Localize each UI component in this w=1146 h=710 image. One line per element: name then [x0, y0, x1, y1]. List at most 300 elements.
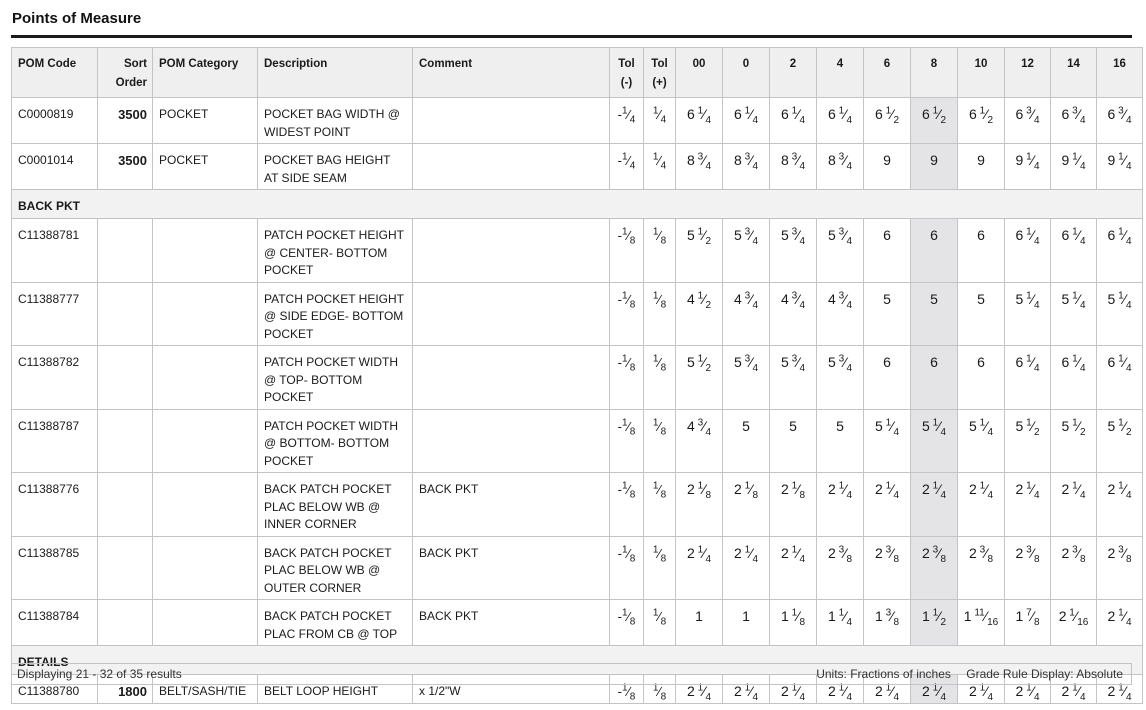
size-value: 6 $^1⁄_4$: [1107, 226, 1132, 247]
tol-minus-value: $-^1⁄_8$: [617, 682, 636, 703]
size-value-cell: [864, 473, 911, 537]
size-value-cell: [864, 282, 911, 346]
col-header-description[interactable]: Description: [258, 48, 413, 98]
size-value-cell: [1051, 282, 1097, 346]
size-value-cell: [864, 600, 911, 646]
col-header-size[interactable]: 12: [1005, 48, 1051, 98]
size-value: 5: [977, 290, 985, 307]
comment-cell: [413, 219, 610, 283]
pom-category-cell: [153, 409, 258, 473]
size-value: 4 $^3⁄_4$: [733, 289, 759, 311]
size-value: 2 $^1⁄_4$: [780, 682, 806, 703]
size-value: 2 $^1⁄_4$: [968, 480, 994, 501]
size-value: 2 $^1⁄_4$: [827, 682, 853, 703]
size-value: 8 $^3⁄_4$: [780, 151, 806, 172]
comment-cell: [413, 144, 610, 190]
pom-code-cell: C11388776: [12, 473, 98, 537]
col-header-size[interactable]: 14: [1051, 48, 1097, 98]
size-value-cell: [911, 144, 958, 190]
col-header-comment[interactable]: Comment: [413, 48, 610, 98]
size-value-cell: [1051, 600, 1097, 646]
size-value-cell: [817, 409, 864, 473]
size-value-cell: [1097, 600, 1143, 646]
tol-minus-cell: [610, 409, 644, 473]
table-row[interactable]: [12, 409, 1143, 473]
size-value: 2 $^3⁄_8$: [968, 543, 994, 565]
section-label: BACK PKT: [12, 190, 1143, 219]
tol-minus-value: $-^1⁄_8$: [617, 417, 636, 438]
size-value: 5 $^3⁄_4$: [827, 226, 853, 247]
size-value: 9: [883, 152, 891, 168]
size-value-cell: [676, 219, 723, 283]
tol-minus-cell: [610, 219, 644, 283]
col-header-size[interactable]: 00: [676, 48, 723, 98]
table-row[interactable]: [12, 346, 1143, 410]
comment-cell: [413, 409, 610, 473]
tol-minus-cell: [610, 144, 644, 190]
size-value: 1: [742, 608, 750, 624]
size-value: 1 $^1⁄_8$: [780, 607, 806, 628]
pom-code-cell: C11388780: [12, 675, 98, 704]
size-value-cell: [958, 346, 1005, 410]
size-value-cell: [676, 536, 723, 600]
size-value-cell: [864, 219, 911, 283]
size-value: 2 $^3⁄_8$: [921, 543, 947, 565]
size-value-cell: [1097, 144, 1143, 190]
size-value: 5 $^1⁄_4$: [874, 416, 900, 438]
size-value: 2 $^1⁄_4$: [827, 480, 853, 501]
description-cell: PATCH POCKET HEIGHT @ CENTER- BOTTOM POCKET: [258, 219, 413, 283]
size-value-cell: [770, 409, 817, 473]
tol-minus-cell: [610, 98, 644, 144]
pom-code-cell: C11388777: [12, 282, 98, 346]
size-value: 5: [930, 290, 938, 307]
size-value: 5 $^3⁄_4$: [733, 226, 759, 247]
size-value-cell: [1097, 98, 1143, 144]
col-header-sort-order[interactable]: Sort Order: [98, 48, 153, 98]
size-value: 6: [883, 354, 891, 370]
size-value: 2 $^1⁄_4$: [1061, 682, 1086, 703]
size-value: 2 $^1⁄_8$: [686, 480, 712, 501]
col-header-tol-minus[interactable]: Tol (-): [610, 48, 644, 98]
pom-table: [11, 47, 1143, 704]
sort-order-cell: [98, 409, 153, 473]
size-value: 2 $^3⁄_8$: [874, 543, 900, 565]
tol-plus-cell: [644, 144, 676, 190]
size-value: 5: [789, 417, 797, 434]
size-value-cell: [723, 346, 770, 410]
size-value: 4 $^3⁄_4$: [686, 416, 712, 438]
size-value: 8 $^3⁄_4$: [733, 151, 759, 172]
tol-plus-cell: [644, 600, 676, 646]
size-value-cell: [911, 409, 958, 473]
size-value-cell: [817, 98, 864, 144]
size-value: 1: [695, 608, 703, 624]
comment-cell: [413, 98, 610, 144]
tol-minus-cell: [610, 536, 644, 600]
table-header-row: [12, 48, 1143, 98]
size-value-cell: [1051, 219, 1097, 283]
tol-minus-value: $-^1⁄_8$: [617, 480, 636, 501]
sort-order-cell: [98, 600, 153, 646]
size-value-cell: [676, 600, 723, 646]
tol-minus-value: $-^1⁄_8$: [617, 544, 636, 565]
page-title: Points of Measure: [12, 10, 142, 27]
tol-minus-cell: [610, 600, 644, 646]
tol-plus-value: $^1⁄_8$: [652, 353, 667, 374]
size-value: 2 $^1⁄_4$: [921, 480, 947, 501]
tol-plus-value: $^1⁄_8$: [652, 544, 667, 565]
tol-plus-cell: [644, 98, 676, 144]
size-value: 6: [883, 227, 891, 243]
tol-plus-value: $^1⁄_8$: [652, 417, 667, 438]
size-value-cell: [676, 144, 723, 190]
size-value-cell: [1051, 473, 1097, 537]
size-value: 5 $^1⁄_2$: [686, 353, 712, 374]
tol-plus-value: $^1⁄_8$: [652, 226, 667, 247]
size-value-cell: [1005, 600, 1051, 646]
size-value: 5 $^1⁄_4$: [1107, 289, 1132, 311]
size-value: 2 $^1⁄_4$: [780, 543, 806, 565]
sort-order-cell: [98, 346, 153, 410]
tol-minus-value: $-^1⁄_8$: [617, 290, 636, 311]
size-value: 5 $^1⁄_4$: [921, 416, 947, 438]
table-row[interactable]: [12, 473, 1143, 537]
size-value: 6 $^1⁄_4$: [1015, 353, 1040, 374]
size-value: 1 $^3⁄_8$: [874, 607, 900, 628]
size-value: 5 $^1⁄_4$: [1015, 289, 1040, 311]
comment-cell: x 1/2"W: [413, 675, 610, 704]
size-value: 5 $^1⁄_2$: [1107, 416, 1132, 438]
size-value-cell: [958, 98, 1005, 144]
size-value: 2 $^3⁄_8$: [1061, 543, 1086, 565]
description-cell: POCKET BAG HEIGHT AT SIDE SEAM: [258, 144, 413, 190]
size-value-cell: [1051, 346, 1097, 410]
size-value-cell: [1051, 144, 1097, 190]
size-value: 2 $^1⁄_4$: [921, 682, 947, 703]
size-value-cell: [817, 219, 864, 283]
size-value-cell: [723, 409, 770, 473]
tol-minus-cell: [610, 282, 644, 346]
pom-category-cell: POCKET: [153, 98, 258, 144]
size-value-cell: [1005, 536, 1051, 600]
footer-settings: [816, 667, 1123, 681]
tol-minus-value: $-^1⁄_8$: [617, 607, 636, 628]
table-row[interactable]: [12, 282, 1143, 346]
units-label: Units: Fractions of inches: [816, 667, 951, 681]
pom-category-cell: [153, 473, 258, 537]
size-value-cell: [911, 600, 958, 646]
tol-minus-cell: [610, 346, 644, 410]
description-cell: BACK PATCH POCKET PLAC FROM CB @ TOP: [258, 600, 413, 646]
tol-plus-cell: [644, 282, 676, 346]
size-value: 9 $^1⁄_4$: [1061, 151, 1086, 172]
pom-code-cell: C11388785: [12, 536, 98, 600]
size-value: 2 $^3⁄_8$: [1015, 543, 1040, 565]
size-value: 2 $^1⁄_4$: [1107, 682, 1132, 703]
grade-rule-label: Grade Rule Display: Absolute: [966, 667, 1123, 681]
size-value: 9 $^1⁄_4$: [1107, 151, 1132, 172]
size-value-cell: [1005, 409, 1051, 473]
pom-code-cell: C11388781: [12, 219, 98, 283]
table-body: [12, 98, 1143, 704]
col-header-size[interactable]: 4: [817, 48, 864, 98]
size-value: 9: [977, 152, 985, 168]
size-value: 2 $^1⁄_8$: [733, 480, 759, 501]
size-value: 6 $^1⁄_4$: [1061, 226, 1086, 247]
size-value-cell: [770, 144, 817, 190]
size-value: 2 $^1⁄_4$: [968, 682, 994, 703]
section-header-row: [12, 190, 1143, 219]
size-value: 4 $^3⁄_4$: [780, 289, 806, 311]
size-value: 4 $^3⁄_4$: [827, 289, 853, 311]
size-value-cell: [958, 473, 1005, 537]
size-value-cell: [1097, 219, 1143, 283]
size-value: 2 $^1⁄_4$: [1107, 480, 1132, 501]
size-value: 5 $^1⁄_2$: [1015, 416, 1040, 438]
table-row[interactable]: [12, 98, 1143, 144]
size-value-cell: [1097, 282, 1143, 346]
tol-plus-cell: [644, 473, 676, 537]
description-cell: POCKET BAG WIDTH @ WIDEST POINT: [258, 98, 413, 144]
size-value-cell: [770, 98, 817, 144]
size-value-cell: [817, 473, 864, 537]
pom-category-cell: [153, 282, 258, 346]
comment-cell: BACK PKT: [413, 600, 610, 646]
col-header-size[interactable]: 16: [1097, 48, 1143, 98]
size-value-cell: [817, 282, 864, 346]
tol-plus-value: $^1⁄_8$: [652, 607, 667, 628]
size-value-cell: [958, 282, 1005, 346]
size-value-cell: [770, 282, 817, 346]
pom-code-cell: C11388787: [12, 409, 98, 473]
size-value-cell: [864, 536, 911, 600]
size-value: 2 $^1⁄_4$: [733, 682, 759, 703]
size-value-cell: [1051, 409, 1097, 473]
comment-cell: BACK PKT: [413, 473, 610, 537]
size-value: 2 $^1⁄_4$: [733, 543, 759, 565]
tol-plus-cell: [644, 409, 676, 473]
col-header-tol-plus[interactable]: Tol (+): [644, 48, 676, 98]
size-value-cell: [864, 409, 911, 473]
size-value: 9: [930, 152, 938, 168]
size-value-cell: [817, 600, 864, 646]
description-cell: PATCH POCKET WIDTH @ TOP- BOTTOM POCKET: [258, 346, 413, 410]
size-value-cell: [1097, 473, 1143, 537]
size-value-cell: [1005, 144, 1051, 190]
sort-order-cell: [98, 282, 153, 346]
size-value: 6 $^1⁄_2$: [921, 105, 947, 126]
col-header-size[interactable]: 8: [911, 48, 958, 98]
sort-order-cell: 1800: [98, 675, 153, 704]
size-value: 4 $^1⁄_2$: [686, 289, 712, 311]
description-cell: BACK PATCH POCKET PLAC BELOW WB @ INNER CORNER: [258, 473, 413, 537]
size-value: 6 $^1⁄_4$: [780, 105, 806, 126]
size-value: 2 $^1⁄_4$: [874, 682, 900, 703]
size-value-cell: [864, 144, 911, 190]
size-value: 1 $^1⁄_2$: [921, 607, 947, 628]
size-value: 6 $^1⁄_4$: [1107, 353, 1132, 374]
col-header-size[interactable]: 6: [864, 48, 911, 98]
size-value: 5 $^1⁄_4$: [1061, 289, 1086, 311]
tol-plus-value: $^1⁄_8$: [652, 480, 667, 501]
table-row[interactable]: [12, 600, 1143, 646]
size-value-cell: [723, 144, 770, 190]
size-value: 2 $^1⁄_4$: [1061, 480, 1086, 501]
col-header-pom-category[interactable]: POM Category: [153, 48, 258, 98]
size-value: 6 $^3⁄_4$: [1015, 105, 1040, 126]
size-value-cell: [676, 98, 723, 144]
size-value: 9 $^1⁄_4$: [1015, 151, 1040, 172]
title-divider: [11, 35, 1132, 38]
size-value-cell: [676, 346, 723, 410]
size-value-cell: [864, 346, 911, 410]
comment-cell: BACK PKT: [413, 536, 610, 600]
description-cell: PATCH POCKET HEIGHT @ SIDE EDGE- BOTTOM POCKET: [258, 282, 413, 346]
size-value: 6 $^1⁄_4$: [686, 105, 712, 126]
size-value: 2 $^1⁄_4$: [1015, 682, 1040, 703]
size-value: 5 $^1⁄_2$: [1061, 416, 1086, 438]
size-value-cell: [1005, 346, 1051, 410]
size-value-cell: [958, 600, 1005, 646]
size-value: 5 $^3⁄_4$: [780, 353, 806, 374]
size-value: 2 $^1⁄_4$: [1015, 480, 1040, 501]
size-value-cell: [1097, 346, 1143, 410]
size-value: 1 $^7⁄_8$: [1015, 607, 1040, 628]
size-value-cell: [1005, 219, 1051, 283]
size-value: 6: [977, 227, 985, 243]
size-value-cell: [1051, 536, 1097, 600]
table-row[interactable]: [12, 219, 1143, 283]
size-value: 2 $^1⁄_8$: [780, 480, 806, 501]
pom-code-cell: C11388784: [12, 600, 98, 646]
description-cell: BELT LOOP HEIGHT: [258, 675, 413, 704]
size-value: 2 $^3⁄_8$: [827, 543, 853, 565]
tol-minus-value: $-^1⁄_4$: [617, 105, 636, 126]
tol-plus-cell: [644, 219, 676, 283]
col-header-pom-code[interactable]: POM Code: [12, 48, 98, 98]
size-value-cell: [723, 473, 770, 537]
size-value: 5 $^1⁄_4$: [968, 416, 994, 438]
size-value: 6 $^1⁄_4$: [1061, 353, 1086, 374]
size-value: 2 $^1⁄_4$: [874, 480, 900, 501]
size-value-cell: [723, 98, 770, 144]
size-value: 5: [742, 417, 750, 434]
size-value: 2 $^1⁄_4$: [686, 682, 712, 703]
size-value-cell: [958, 144, 1005, 190]
size-value: 6 $^3⁄_4$: [1107, 105, 1132, 126]
size-value: 6 $^1⁄_4$: [1015, 226, 1040, 247]
size-value: 5 $^3⁄_4$: [780, 226, 806, 247]
size-value: 1 $^{11}⁄_{16}$: [963, 607, 999, 628]
pom-code-cell: C0001014: [12, 144, 98, 190]
table-row[interactable]: [12, 536, 1143, 600]
description-cell: PATCH POCKET WIDTH @ BOTTOM- BOTTOM POCKET: [258, 409, 413, 473]
size-value-cell: [723, 282, 770, 346]
size-value-cell: [770, 600, 817, 646]
size-value: 2 $^3⁄_8$: [1107, 543, 1132, 565]
size-value: 8 $^3⁄_4$: [827, 151, 853, 172]
size-value-cell: [770, 219, 817, 283]
size-value-cell: [911, 473, 958, 537]
size-value-cell: [864, 98, 911, 144]
tol-plus-value: $^1⁄_8$: [652, 682, 667, 703]
size-value: 2 $^1⁄_4$: [1107, 607, 1132, 628]
size-value-cell: [1005, 98, 1051, 144]
size-value: 6 $^1⁄_2$: [968, 105, 994, 126]
pom-category-cell: [153, 536, 258, 600]
size-value: 6: [930, 227, 938, 243]
comment-cell: [413, 282, 610, 346]
size-value-cell: [958, 219, 1005, 283]
sort-order-cell: 3500: [98, 98, 153, 144]
size-value: 6: [930, 354, 938, 370]
size-value: 6 $^1⁄_4$: [827, 105, 853, 126]
size-value: 6 $^3⁄_4$: [1061, 105, 1086, 126]
sort-order-cell: [98, 536, 153, 600]
size-value-cell: [723, 600, 770, 646]
size-value-cell: [911, 219, 958, 283]
pom-category-cell: [153, 219, 258, 283]
size-value-cell: [676, 282, 723, 346]
size-value: 1 $^1⁄_4$: [827, 607, 853, 628]
pom-code-cell: C11388782: [12, 346, 98, 410]
size-value-cell: [911, 536, 958, 600]
table-footer: [11, 663, 1132, 685]
pom-code-cell: C0000819: [12, 98, 98, 144]
col-header-size[interactable]: 0: [723, 48, 770, 98]
size-value-cell: [1005, 473, 1051, 537]
pom-category-cell: POCKET: [153, 144, 258, 190]
size-value: 5: [836, 417, 844, 434]
size-value-cell: [817, 346, 864, 410]
size-value: 5 $^3⁄_4$: [827, 353, 853, 374]
size-value: 5: [883, 290, 891, 307]
sort-order-cell: [98, 473, 153, 537]
section-label: DETAILS: [12, 646, 1143, 675]
table-row[interactable]: [12, 144, 1143, 190]
tol-minus-value: $-^1⁄_4$: [617, 151, 636, 172]
col-header-size[interactable]: 10: [958, 48, 1005, 98]
size-value-cell: [723, 219, 770, 283]
size-value: 6 $^1⁄_4$: [733, 105, 759, 126]
pom-category-cell: BELT/SASH/TIE: [153, 675, 258, 704]
pom-category-cell: [153, 600, 258, 646]
size-value-cell: [1097, 536, 1143, 600]
size-value-cell: [770, 536, 817, 600]
size-value-cell: [817, 144, 864, 190]
col-header-size[interactable]: 2: [770, 48, 817, 98]
size-value: 6 $^1⁄_2$: [874, 105, 900, 126]
sort-order-cell: [98, 219, 153, 283]
tol-plus-value: $^1⁄_4$: [652, 105, 667, 126]
tol-plus-value: $^1⁄_8$: [652, 290, 667, 311]
size-value-cell: [911, 346, 958, 410]
sort-order-cell: 3500: [98, 144, 153, 190]
tol-minus-cell: [610, 473, 644, 537]
size-value-cell: [1005, 282, 1051, 346]
size-value: 6: [977, 354, 985, 370]
size-value: 2 $^1⁄_{16}$: [1058, 607, 1089, 628]
size-value: 8 $^3⁄_4$: [686, 151, 712, 172]
results-count: Displaying 21 - 32 of 35 results: [17, 667, 182, 681]
size-value: 2 $^1⁄_4$: [686, 543, 712, 565]
size-value-cell: [817, 536, 864, 600]
size-value: 5 $^3⁄_4$: [733, 353, 759, 374]
size-value-cell: [676, 473, 723, 537]
size-value-cell: [676, 409, 723, 473]
size-value-cell: [911, 282, 958, 346]
